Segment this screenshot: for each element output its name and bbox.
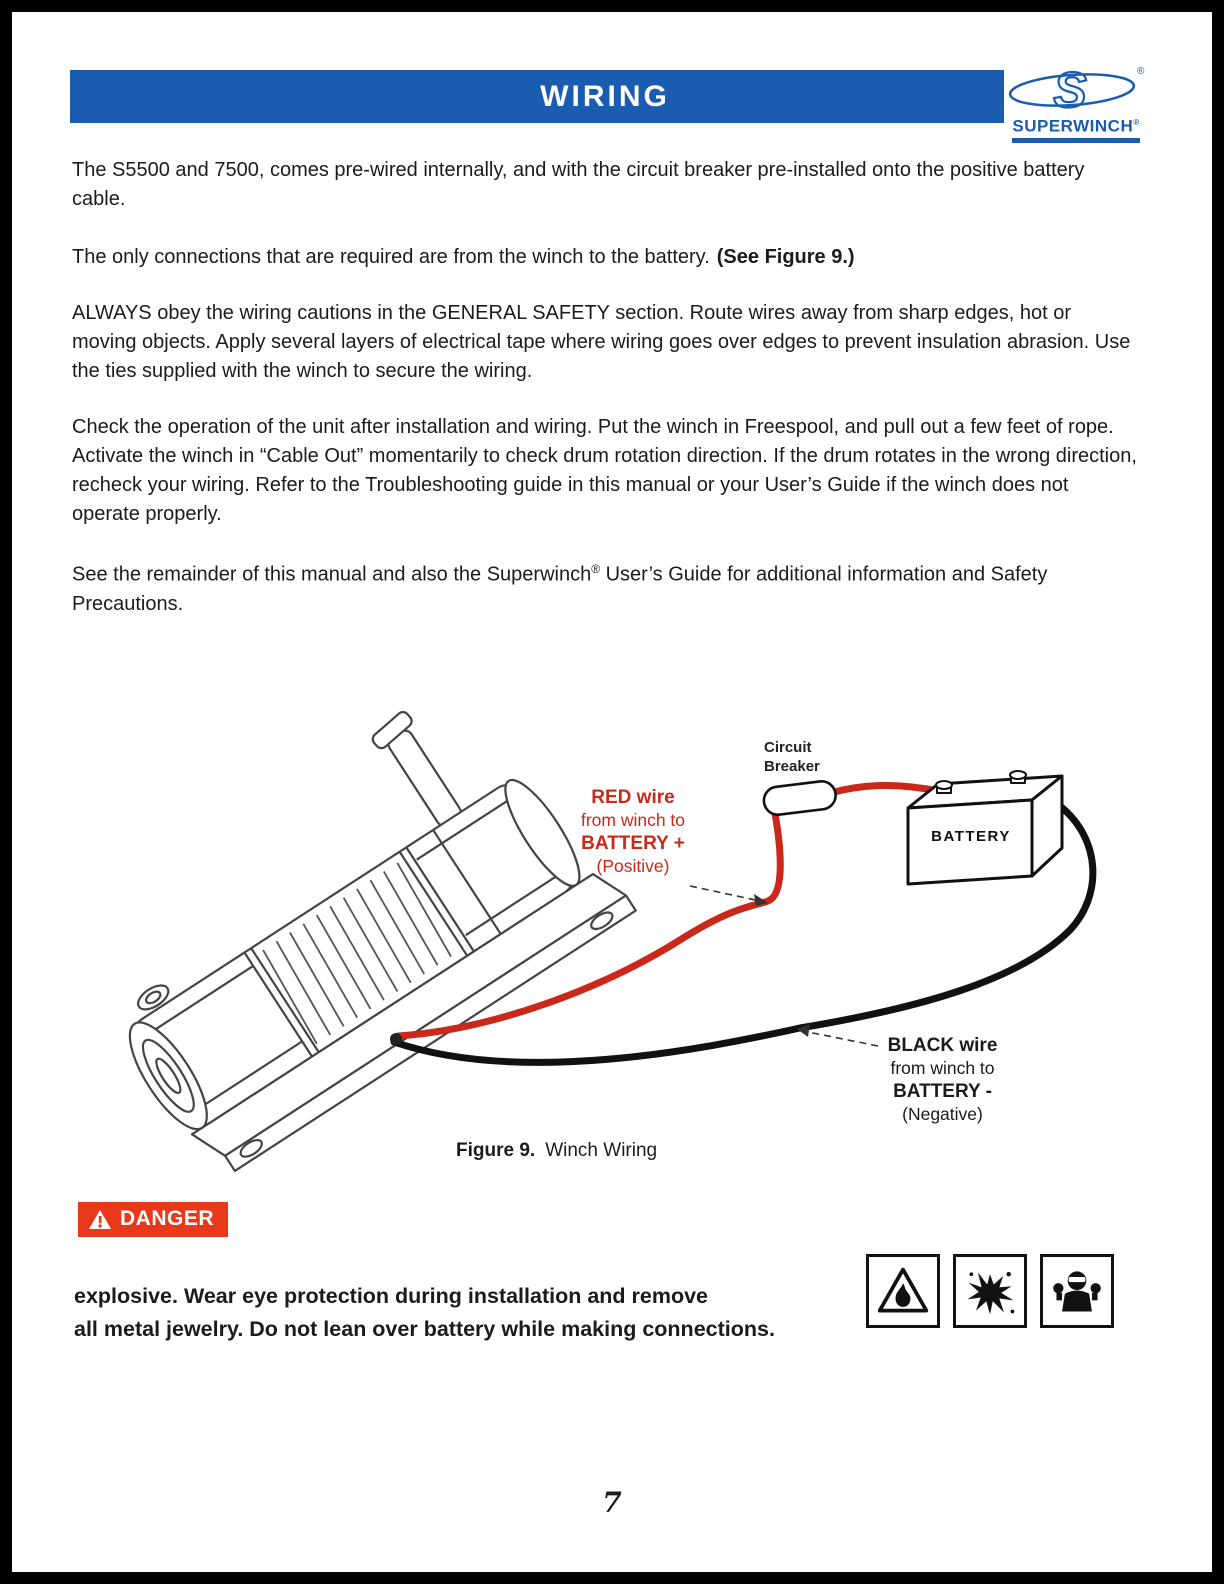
superwinch-logo <box>1004 62 1148 148</box>
circuit-breaker-label: Circuit Breaker <box>764 739 820 775</box>
paragraph-2: The only connections that are required are from the winch to the battery. (See Figure 9.) <box>72 246 855 268</box>
danger-badge: DANGER <box>78 1202 228 1237</box>
flame-triangle-icon <box>866 1254 940 1328</box>
warning-triangle-icon <box>88 1209 112 1230</box>
paragraph-5: See the remainder of this manual and also the Superwinch® User’s Guide for additional information and Safety Precautions. <box>72 562 1048 615</box>
red-wire-pointer <box>690 886 768 906</box>
wire-terminal-lug <box>390 1033 402 1045</box>
explosion-icon <box>953 1254 1027 1328</box>
see-figure-reference: (See Figure 9.) <box>716 246 855 268</box>
hazard-icon-row <box>866 1254 1114 1328</box>
circuit-breaker <box>762 780 837 817</box>
registered-mark: ® <box>1133 118 1140 127</box>
svg-text:S: S <box>1053 62 1087 116</box>
paragraph-1: The S5500 and 7500, comes pre-wired internally, and with the circuit breaker pre-installed onto the positive battery cable. <box>72 159 1085 210</box>
figure-caption: Figure 9. Winch Wiring <box>456 1140 658 1161</box>
paragraph-3: ALWAYS obey the wiring cautions in the GENERAL SAFETY section. Route wires away from sharp edges, hot or moving objects. Apply several layers of electrical tape where wiring goes over edges to prevent insulation abrasion. Use the ties supplied with the winch to secure the wiring. <box>72 302 1131 382</box>
black-wire-label: BLACK wire from winch to BATTERY - (Negative) <box>887 1035 998 1124</box>
paragraph-4: Check the operation of the unit after installation and wiring. Put the winch in Freespool, and pull out a few feet of rope. Activate the winch in “Cable Out” momentarily to check drum rotation direction. If the drum rotates in the wrong direction, recheck your wiring. Refer to the Troubleshooting guide in this manual or your User’s Guide if the winch does not operate properly. <box>72 416 1137 525</box>
superwinch-wordmark: SUPERWINCH® <box>1012 116 1140 136</box>
red-wire-to-battery <box>830 785 938 793</box>
winch-illustration <box>60 690 636 1185</box>
eye-protection-icon <box>1040 1254 1114 1328</box>
logo-underline <box>1012 138 1140 143</box>
page-number: 7 <box>602 1486 622 1519</box>
battery-label: BATTERY <box>931 828 1011 845</box>
registered-mark: ® <box>591 562 601 576</box>
danger-warning-text: explosive. Wear eye protection during installation and remove all metal jewelry. Do not lean over battery while making connections. <box>74 1284 775 1341</box>
section-header <box>70 70 1140 123</box>
svg-text:®: ® <box>1137 66 1145 77</box>
section-title: WIRING <box>540 79 670 113</box>
superwinch-s-icon <box>1006 62 1146 116</box>
figure-number: Figure 9. <box>456 1140 536 1161</box>
red-wire-label: RED wire from winch to BATTERY + (Positive) <box>580 787 686 876</box>
